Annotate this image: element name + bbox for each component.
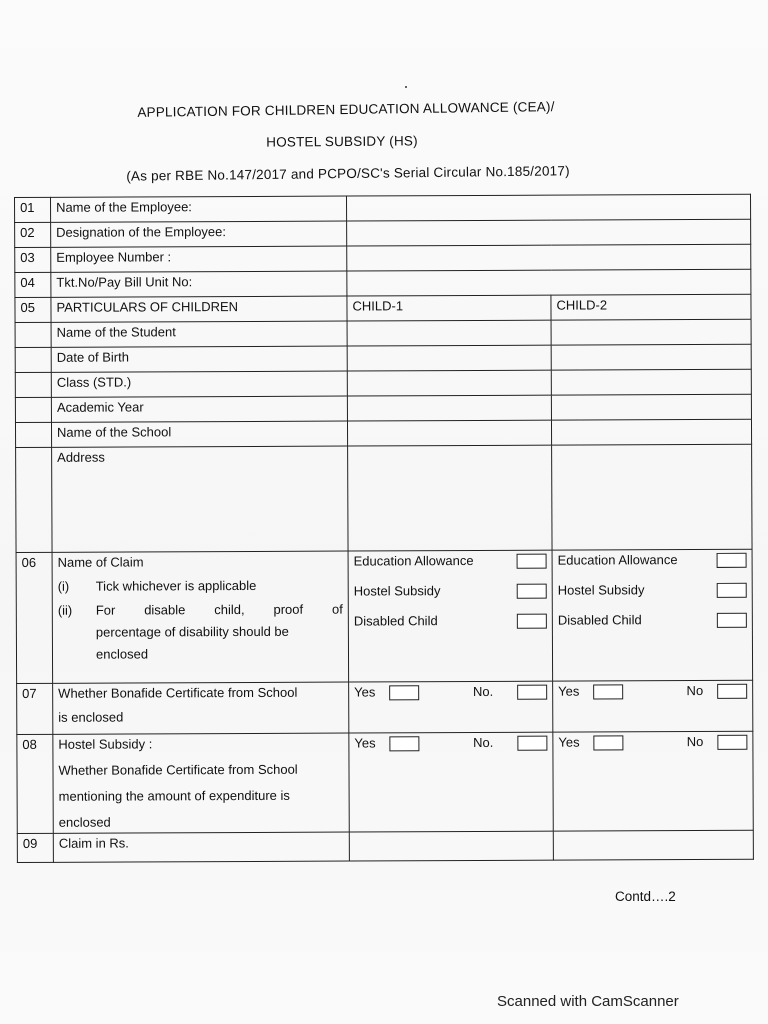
row-ticket-number: [15, 269, 751, 297]
option-label: Disabled Child: [353, 613, 438, 629]
child-1-address-field[interactable]: [348, 445, 552, 551]
row-label: Name of the School: [51, 421, 347, 447]
row-label: is enclosed: [58, 709, 124, 725]
yes-label: Yes: [354, 735, 376, 751]
no-label: No: [686, 733, 704, 750]
row-claim-amount: [17, 830, 753, 862]
row-label: Designation of the Employee:: [51, 221, 347, 247]
child-2-academic-year-field[interactable]: [551, 394, 751, 420]
row-number: 04: [15, 272, 51, 297]
row-label: Academic Year: [51, 396, 347, 422]
hostel-subsidy-checkbox[interactable]: [717, 582, 747, 597]
row-address: [16, 444, 752, 552]
form-subtitle: HOSTEL SUBSIDY (HS): [266, 133, 418, 150]
form-title: APPLICATION FOR CHILDREN EDUCATION ALLOWANCE (CEA)/: [137, 99, 555, 120]
row-number: 06: [16, 552, 53, 683]
row-label: Whether Bonafide Certificate from School: [58, 684, 298, 701]
yes-label: Yes: [558, 734, 580, 750]
continued-note: Contd….2: [615, 889, 676, 904]
row-label: Whether Bonafide Certificate from School: [58, 761, 298, 778]
child-1-hostel-answer: [349, 732, 553, 832]
claim-instructions: [52, 551, 349, 683]
row-label: Claim in Rs.: [53, 832, 349, 862]
row-employee-name: [15, 194, 751, 222]
row-particulars: [15, 294, 751, 322]
child-1-student-name-field[interactable]: [347, 320, 551, 346]
sub-item-text: For disable child, proof of: [95, 601, 343, 618]
child-1-header: CHILD-1: [347, 295, 551, 321]
no-label: No.: [473, 734, 494, 751]
row-label: Name of the Student: [51, 321, 347, 347]
row-number: 03: [15, 247, 51, 272]
row-number: 07: [17, 683, 53, 734]
child-1-academic-year-field[interactable]: [347, 395, 551, 421]
row-student-name: [15, 319, 751, 347]
row-bonafide-certificate: [17, 680, 753, 734]
child-2-address-field[interactable]: [552, 444, 752, 550]
child-2-bonafide-answer: [553, 680, 753, 732]
option-label: Disabled Child: [557, 612, 642, 628]
yes-label: Yes: [558, 683, 580, 699]
no-label: No: [686, 682, 704, 699]
child-2-student-name-field[interactable]: [551, 319, 751, 345]
child-1-bonafide-answer: [349, 681, 553, 733]
child-2-claim-amount-field[interactable]: [553, 830, 753, 860]
education-allowance-checkbox[interactable]: [517, 553, 547, 568]
option-label: Hostel Subsidy: [557, 582, 645, 598]
row-hostel-subsidy: [17, 731, 753, 833]
hostel-question: [53, 733, 349, 833]
row-label: Address: [52, 446, 348, 552]
row-label: Name of the Employee:: [51, 196, 347, 222]
speck-mark: [405, 86, 407, 88]
sub-item-text: percentage of disability should be: [95, 623, 289, 640]
row-number: 01: [15, 197, 51, 222]
hostel-subsidy-checkbox[interactable]: [517, 583, 547, 598]
child-2-school-name-field[interactable]: [551, 419, 751, 445]
disabled-child-checkbox[interactable]: [717, 612, 747, 627]
yes-checkbox[interactable]: [594, 735, 624, 750]
form-table: [14, 194, 754, 863]
row-label: Hostel Subsidy :: [58, 736, 153, 752]
sub-item-number: (ii): [57, 602, 73, 618]
no-checkbox[interactable]: [517, 735, 547, 750]
row-number: 09: [17, 833, 53, 862]
scanner-watermark: Scanned with CamScanner: [497, 993, 679, 1010]
bonafide-question: [53, 682, 349, 734]
no-label: No.: [472, 683, 494, 700]
row-name-of-claim: [16, 549, 753, 683]
sub-item-text: Tick whichever is applicable: [95, 577, 257, 594]
child-1-claim-amount-field[interactable]: [349, 831, 553, 861]
row-label: Tkt.No/Pay Bill Unit No:: [51, 271, 347, 297]
child-2-hostel-answer: [553, 731, 753, 831]
child-2-class-field[interactable]: [551, 369, 751, 395]
row-label: Class (STD.): [51, 371, 347, 397]
no-checkbox[interactable]: [517, 684, 547, 699]
designation-field[interactable]: [347, 219, 751, 246]
row-number: 08: [17, 734, 53, 833]
row-label: Employee Number :: [51, 246, 347, 272]
child-2-dob-field[interactable]: [551, 344, 751, 370]
row-label: Date of Birth: [51, 346, 347, 372]
employee-name-field[interactable]: [346, 194, 750, 221]
child-1-school-name-field[interactable]: [347, 420, 551, 446]
row-label: mentioning the amount of expenditure is: [58, 787, 290, 804]
child-1-claim-options: [348, 550, 553, 682]
application-form: [14, 194, 753, 863]
sub-item-number: (i): [57, 578, 70, 594]
yes-checkbox[interactable]: [390, 736, 420, 751]
no-checkbox[interactable]: [717, 734, 747, 749]
row-school-name: [15, 419, 751, 447]
yes-label: Yes: [354, 684, 376, 700]
row-label: Name of Claim: [57, 554, 144, 570]
disabled-child-checkbox[interactable]: [517, 613, 547, 628]
child-2-header: CHILD-2: [551, 294, 751, 320]
row-class: [15, 369, 751, 397]
yes-checkbox[interactable]: [389, 685, 419, 700]
row-academic-year: [15, 394, 751, 422]
row-designation: [15, 219, 751, 247]
child-1-dob-field[interactable]: [347, 345, 551, 371]
row-number: 02: [15, 222, 51, 247]
form-reference: (As per RBE No.147/2017 and PCPO/SC's Serial Circular No.185/2017): [126, 163, 570, 184]
sub-item-text: enclosed: [95, 646, 149, 662]
row-label: enclosed: [58, 814, 111, 830]
option-label: Hostel Subsidy: [353, 583, 441, 599]
option-label: Education Allowance: [557, 552, 678, 568]
option-label: Education Allowance: [353, 552, 474, 569]
child-1-class-field[interactable]: [347, 370, 551, 396]
no-checkbox[interactable]: [717, 683, 747, 698]
row-label: PARTICULARS OF CHILDREN: [51, 296, 347, 322]
employee-number-field[interactable]: [347, 244, 751, 271]
row-employee-number: [15, 244, 751, 272]
ticket-number-field[interactable]: [347, 269, 751, 296]
row-number: 05: [15, 297, 51, 322]
child-2-claim-options: [552, 549, 753, 681]
yes-checkbox[interactable]: [593, 684, 623, 699]
education-allowance-checkbox[interactable]: [717, 552, 747, 567]
row-date-of-birth: [15, 344, 751, 372]
